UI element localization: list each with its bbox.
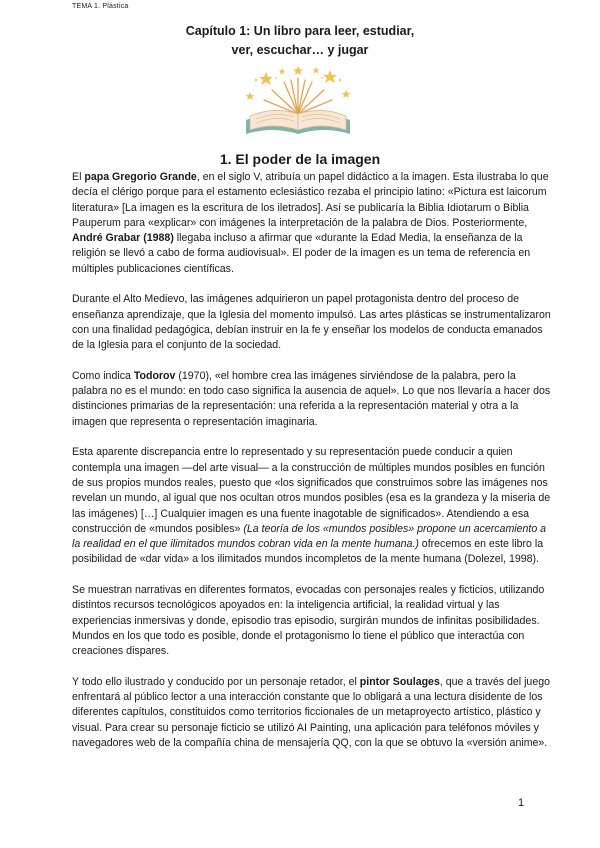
chapter-title-line-2: ver, escuchar… y jugar [231,43,369,57]
body-text [72,170,552,767]
header-tag: TEMA 1. Plástica [72,3,129,10]
paragraph-2: Durante el Alto Medievo, las imágenes adquirieron un papel protagonista dentro del proceso de enseñanza aprendizaje, que la Iglesia del momento impulsó. Las artes plásticas se instrumentalizaron con una finalidad pedagógica, debían instruir en la fe y enseñar los modelos de conducta emanados de la Iglesia para el conjunto de la sociedad. [72,293,551,352]
paragraph-3: Como indica Todorov (1970), «el hombre crea las imágenes sirviéndose de la palabra, pero la palabra no es el mundo: en todo caso significa la ausencia de aquel». Lo que nos llevaría a hacer dos distinciones primarias de la representación: una referida a la representación material y otra a la imagen que representa o representación imaginaria. [72,369,551,428]
paragraph-6: Y todo ello ilustrado y conducido por un personaje retador, el pintor Soulages, que a través del juego enfrentará al público lector a una interacción constante que lo obligará a una lectura disidente de los diferentes capítulos, constituidos como territorios ficcionales de un metaproyecto artístico, plástico y visual. Para crear su personaje ficticio se utilizó AI Painting, una aplicación para teléfonos móviles y navegadores web de la compañía china de mensajería QQ, con la que se obtuvo la «versión anime». [72,675,550,749]
chapter-title-line-1: Capítulo 1: Un libro para leer, estudiar, [185,24,415,38]
chapter-title [0,22,600,60]
section-title: 1. El poder de la imagen [219,151,381,167]
open-book-stars-icon [236,64,360,144]
paragraph-1: El papa Gregorio Grande, en el siglo V, atribuía un papel didáctico a la imagen. Esta ilustraba lo que decía el clérigo porque para el estamento eclesiástico rezaba el principio latino: «Pictura est laicorum literatura» [La imagen es la escritura de los iletrados]. Así se publicaría la Biblia Idiotarum o Biblia Pauperum para «explicar» con imágenes la interpretación de la palabra de Dios. Posteriormente, André Grabar (1988) llegaba incluso a afirmar que «durante la Edad Media, la enseñanza de la religión se llevó a cabo de forma audiovisual». El poder de la imagen es un tema de referencia en múltiples publicaciones científicas. [72,171,549,275]
page-number: 1 [518,797,525,809]
paragraph-4: Esta aparente discrepancia entre lo representado y su representación puede conducir a quien contempla una imagen —del arte visual— a la construcción de múltiples mundos posibles en función de sus propios mundos reales, puesto que «los significados que construimos sobre las imágenes nos revelan un mundo, al igual que nos ocultan otros mundos posibles (esa es la grandeza y la miseria de las imágenes) […] Cualquier imagen es una fuente inagotable de significados». Atendiendo a esa construcción de «mundos posibles» (La teoría de los «mundos posibles» propone un acercamiento a la realidad en el que ilimitados mundos cobran vida en la mente humana.) ofrecemos en este libro la posibilidad de «dar vida» a los ilimitados mundos incompletos de la mente humana (Dolezel, 1998). [72,446,551,566]
paragraph-5: Se muestran narrativas en diferentes formatos, evocadas con personajes reales y ficticios, utilizando distintos recursos tecnológicos apoyados en: la inteligencia artificial, la realidad virtual y las experiencias inmersivas y donde, episodio tras episodio, surgirán mundos de infinitas posibilidades. Mundos en los que todo es posible, donde el protagonismo lo tiene el público que interactúa con creaciones dispares. [72,584,545,658]
